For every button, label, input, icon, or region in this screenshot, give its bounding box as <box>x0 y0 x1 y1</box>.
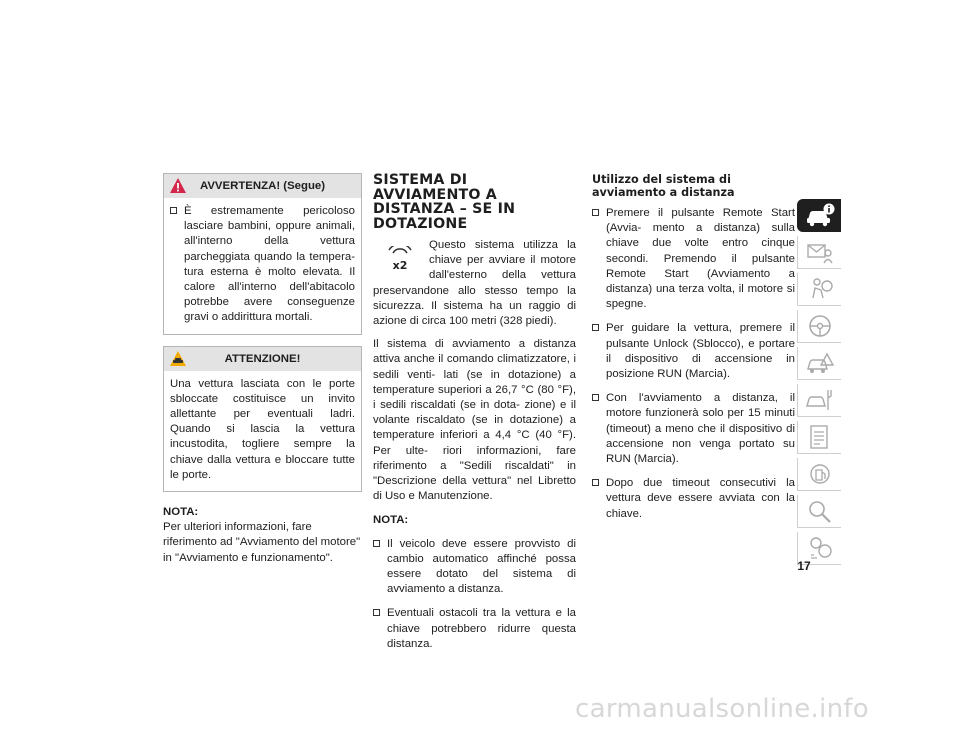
checkbox-bullet-icon <box>170 207 177 214</box>
warning-car-icon <box>805 350 835 376</box>
section-title: SISTEMA DI AVVIAMENTO A DISTANZA – SE IN DOTAZIONE <box>373 172 516 232</box>
left-column <box>163 173 362 566</box>
checkbox-bullet-icon <box>592 479 599 486</box>
key-press-x2-icon <box>385 246 415 272</box>
tab-index[interactable] <box>797 495 841 528</box>
usage-list <box>592 206 795 522</box>
list-item: Premere il pulsante Remote Start (Avvia- mento a distanza) sulla chiave due volte entro cinque secondi. Premendo il pulsante Remote Start (Avviamento a distanza) una terza volta, il motore si spegne. <box>592 206 795 312</box>
caution-title: ATTENZIONE! <box>224 352 301 365</box>
section-note-label: NOTA: <box>373 514 409 527</box>
checkbox-bullet-icon <box>592 209 599 216</box>
caution-header <box>164 347 361 371</box>
note-label: NOTA: <box>163 506 199 519</box>
language-icon <box>805 535 835 561</box>
list-item: Dopo due timeout consecutivi la vettura deve essere avviata con la chiave. <box>592 476 795 522</box>
section-note-list <box>373 537 576 652</box>
car-info-icon <box>805 202 835 228</box>
tab-airbag[interactable] <box>797 273 841 306</box>
tab-emergency[interactable] <box>797 347 841 380</box>
envelope-seatbelt-icon <box>805 239 835 265</box>
checkbox-bullet-icon <box>373 540 380 547</box>
steering-wheel-icon <box>805 313 835 339</box>
tab-car-info[interactable] <box>797 199 841 232</box>
checkbox-bullet-icon <box>592 394 599 401</box>
caution-body: Una vettura lasciata con le porte sbloccate costituisce un invito allettante per eventuali ladri. Quando si lascia la vettura incustodita, togliere sempre la chiave dalla vettura e bloccare tutte le porte. <box>170 377 355 481</box>
warning-body <box>164 198 361 334</box>
tab-safety[interactable] <box>797 236 841 269</box>
warning-title: AVVERTENZA! (Segue) <box>199 180 326 192</box>
checkbox-bullet-icon <box>373 609 380 616</box>
middle-column <box>373 173 576 661</box>
caution-triangle-icon <box>169 350 187 367</box>
tab-driving[interactable] <box>797 310 841 343</box>
airbag-icon <box>805 276 835 302</box>
section-intro: x2 Questo sistema utilizza la chiave per avviare il motore dall'esterno della vettura preservandone allo stesso tempo la sicurezza. Il sistema ha un raggio di azione di circa 100 metri (328 piedi). <box>373 239 576 328</box>
chapter-tabs <box>797 199 841 569</box>
section-paragraph: Il sistema di avviamento a distanza attiva anche il comando climatizzatore, i sedili venti- lati (se in dotazione) a temperature superiori a 26,7 °C (80 °F), i sedili riscaldati (se in dota- zione) e il volante riscaldato (se in dotazione) a temperature inferiori a 4,4 °C (40 °F). Per ulte- riori informazioni, fare riferimento a "Sedili riscaldati" in "Descrizione della vettura" nel Libretto di Uso e Manutenzione. <box>373 338 576 503</box>
list-item: Il veicolo deve essere provvisto di cambio automatico affinché possa essere dotato del sistema di avviamento a distanza. <box>373 537 576 598</box>
warning-item: È estremamente pericoloso lasciare bambini, oppure animali, all'interno della vettura parcheggiata quando la tempera- tura esterna è molto elevata. Il calore all'interno dell'abitacolo potrebbe avere conseguenze gravi o addirittura mortali. <box>170 204 355 326</box>
usage-title: Utilizzo del sistema di avviamento a distanza <box>592 173 735 199</box>
warning-triangle-icon <box>169 177 187 194</box>
list-item: Con l'avviamento a distanza, il motore funzionerà solo per 15 minuti (timeout) a meno che il dispositivo di accensione non venga portato su RUN (Marcia). <box>592 391 795 467</box>
tab-maintenance[interactable] <box>797 384 841 417</box>
x2-label: x2 <box>392 259 408 272</box>
page-number: 17 <box>797 559 811 573</box>
caution-box <box>163 346 362 492</box>
gas-pump-icon <box>805 461 835 487</box>
checklist-icon <box>805 424 835 450</box>
list-item: Eventuali ostacoli tra la vettura e la chiave potrebbero ridurre questa distanza. <box>373 606 576 652</box>
magnifier-icon <box>805 498 835 524</box>
watermark: carmanualsonline.info <box>575 694 870 724</box>
warning-header <box>164 174 361 198</box>
list-item: Per guidare la vettura, premere il pulsante Unlock (Sblocco), e portare il dispositivo di accensione in posizione RUN (Marcia). <box>592 321 795 382</box>
warning-box <box>163 173 362 335</box>
car-tools-icon <box>805 387 835 413</box>
tab-specs[interactable] <box>797 421 841 454</box>
tab-multimedia[interactable] <box>797 458 841 491</box>
right-column <box>592 173 795 531</box>
note-text: Per ulteriori informazioni, fare riferimento ad "Avviamento del motore" in "Avviamento e funzionamento". <box>163 521 361 564</box>
checkbox-bullet-icon <box>592 324 599 331</box>
